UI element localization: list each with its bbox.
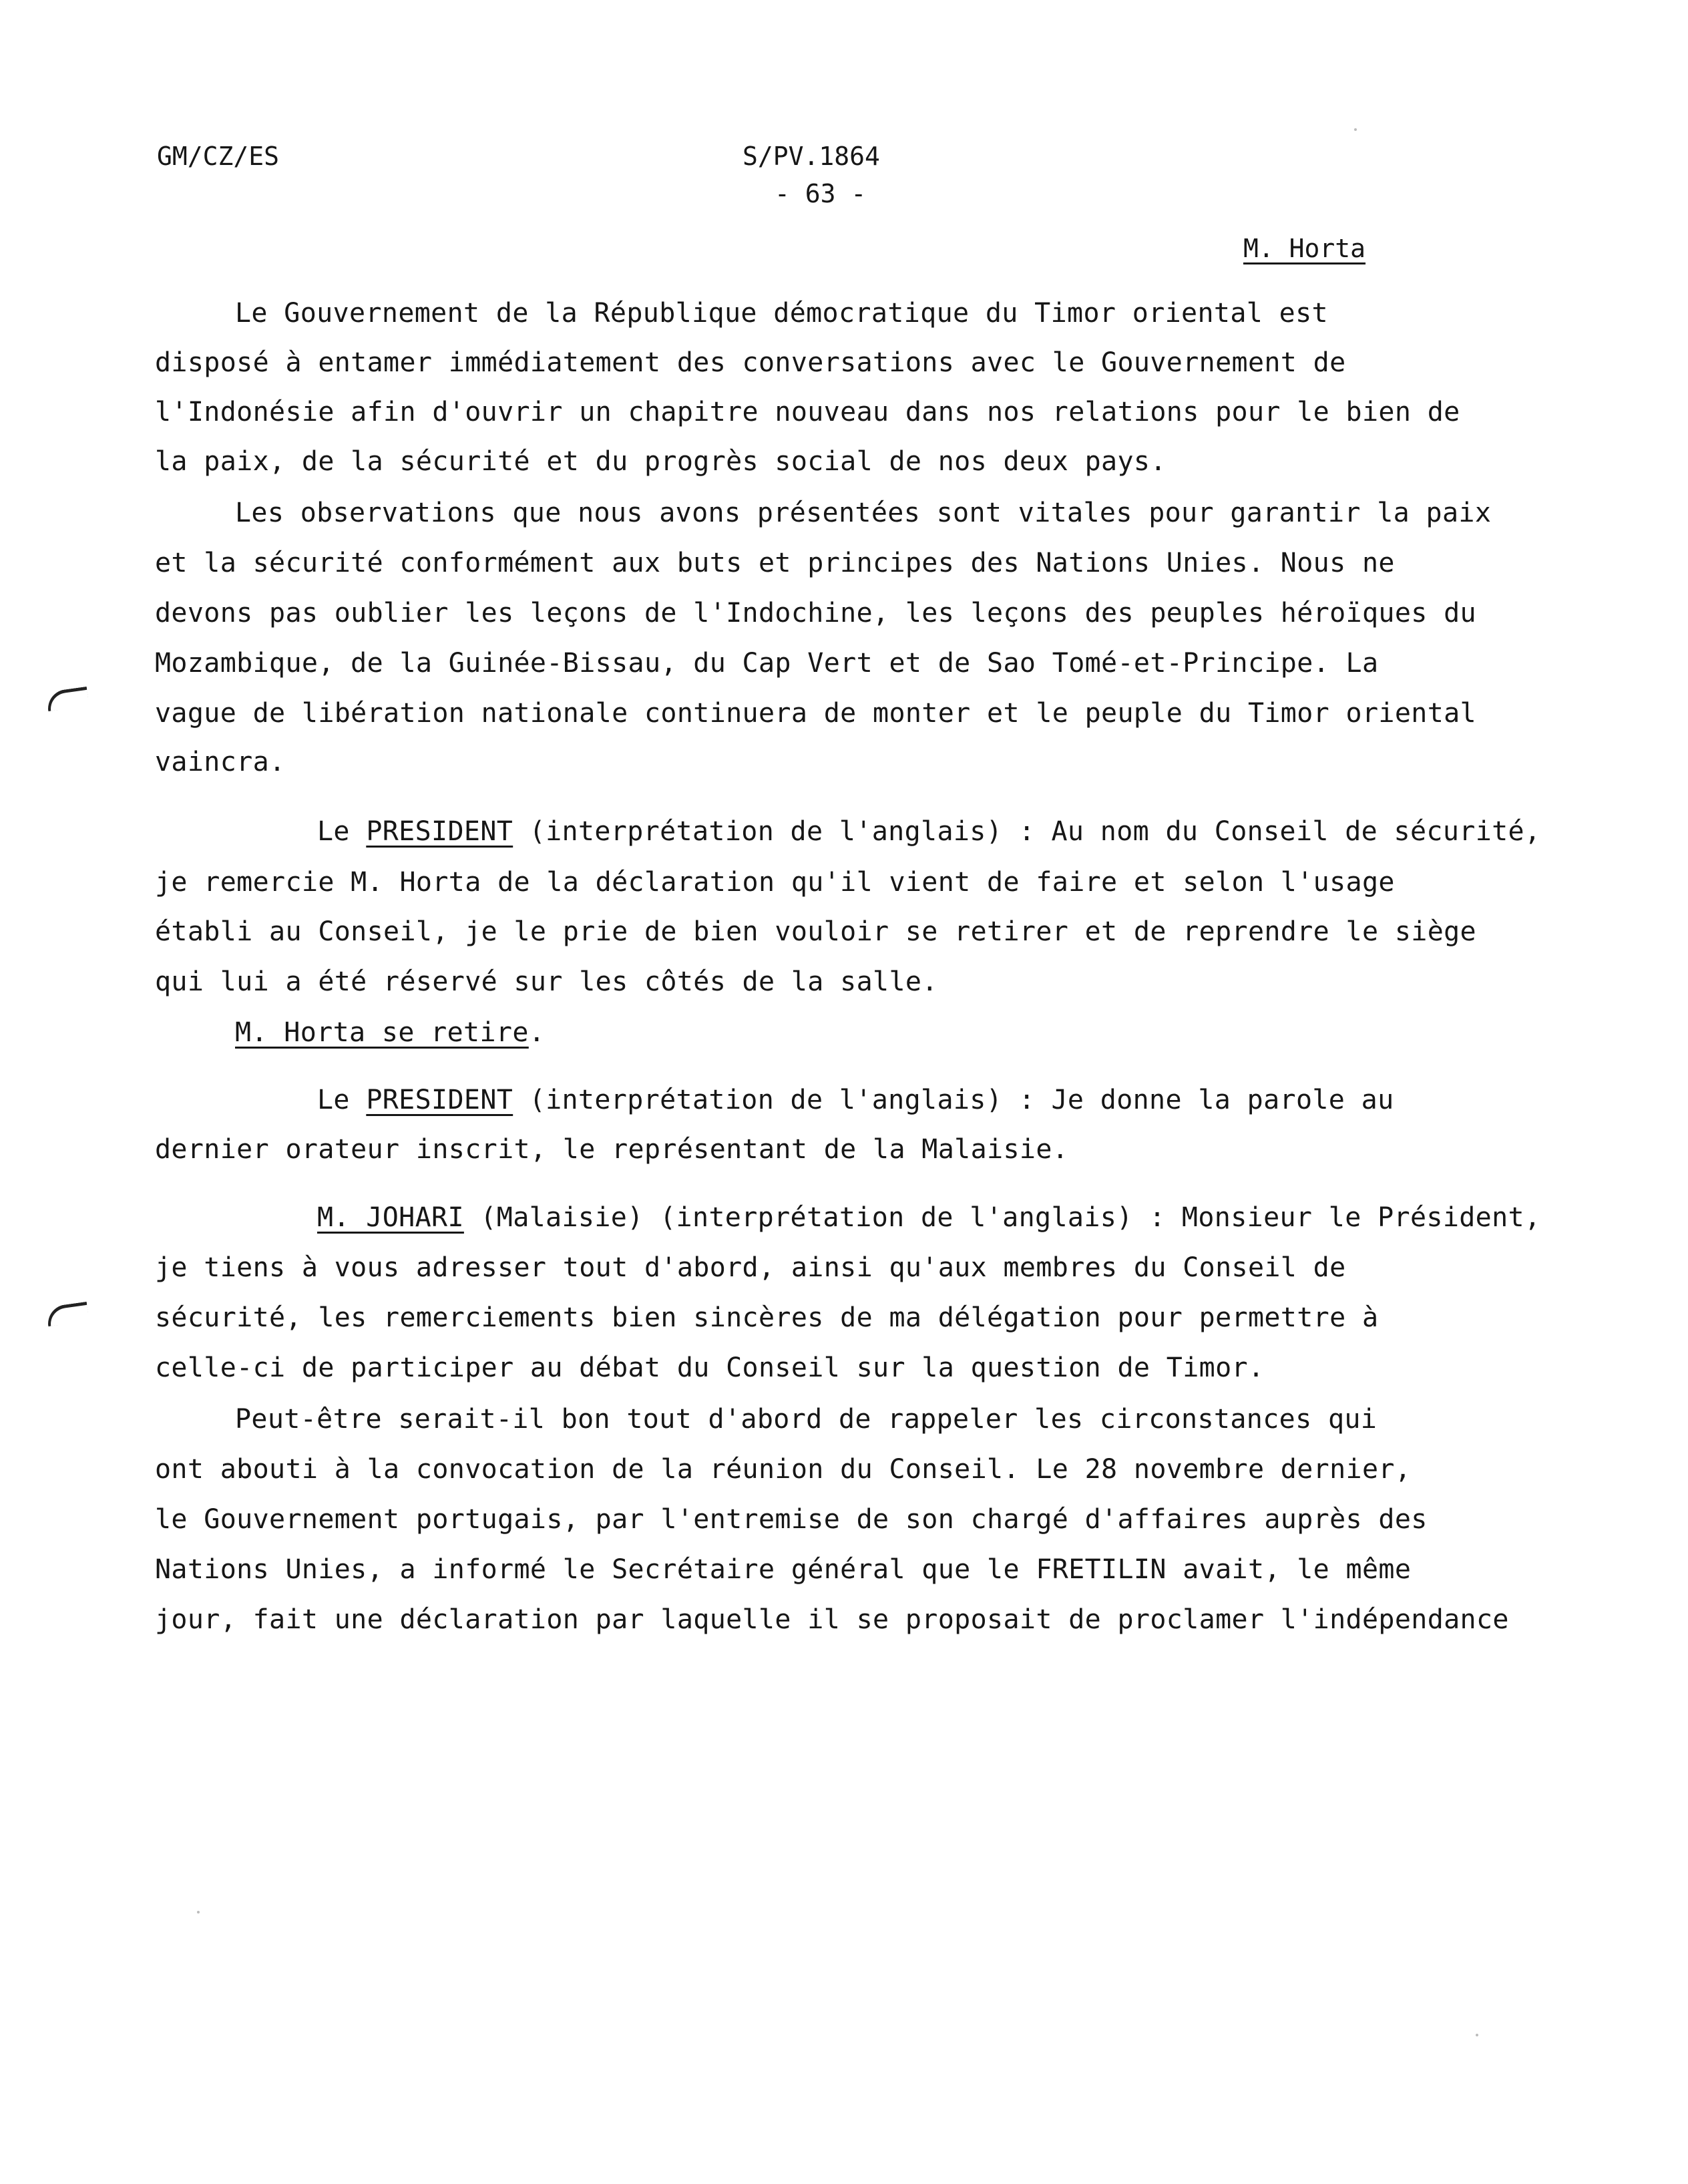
speaker-prefix: Le xyxy=(317,1085,350,1115)
speaker-johari: M. JOHARI xyxy=(317,1202,464,1233)
text-line xyxy=(317,1085,1394,1115)
stage-direction: M. Horta se retire. xyxy=(235,1017,546,1048)
text-line: l'Indonésie afin d'ouvrir un chapitre nouveau dans nos relations pour le bien de xyxy=(155,397,1460,427)
text-line: disposé à entamer immédiatement des conversations avec le Gouvernement de xyxy=(155,347,1346,378)
text-line: je remercie M. Horta de la déclaration qu'il vient de faire et selon l'usage xyxy=(155,867,1395,898)
text-line: dernier orateur inscrit, le représentant de la Malaisie. xyxy=(155,1134,1069,1165)
text-line: Peut-être serait-il bon tout d'abord de rappeler les circonstances qui xyxy=(235,1404,1378,1435)
text-line: sécurité, les remerciements bien sincères de ma délégation pour permettre à xyxy=(155,1302,1379,1333)
text-line: la paix, de la sécurité et du progrès social de nos deux pays. xyxy=(155,446,1167,477)
page-number: - 63 - xyxy=(775,179,867,208)
speaker-prefix: Le xyxy=(317,816,350,847)
speaker-president: PRESIDENT xyxy=(366,1085,513,1115)
speaker-line-rest: (Malaisie) (interprétation de l'anglais) : Monsieur le Président, xyxy=(480,1202,1541,1233)
text-line: le Gouvernement portugais, par l'entremise de son chargé d'affaires auprès des xyxy=(155,1504,1428,1535)
margin-mark xyxy=(45,1302,89,1326)
text-line: et la sécurité conformément aux buts et principes des Nations Unies. Nous ne xyxy=(155,548,1395,578)
text-line: jour, fait une déclaration par laquelle il se proposait de proclamer l'indépendance xyxy=(155,1604,1509,1635)
text-line: Mozambique, de la Guinée-Bissau, du Cap Vert et de Sao Tomé-et-Principe. La xyxy=(155,648,1379,679)
scan-speck xyxy=(1476,2034,1478,2036)
running-speaker-name: M. Horta xyxy=(1243,234,1366,263)
text-line: ont abouti à la convocation de la réunion du Conseil. Le 28 novembre dernier, xyxy=(155,1454,1412,1485)
speaker-line-rest: (interprétation de l'anglais) : Je donne la parole au xyxy=(529,1085,1394,1115)
text-line: je tiens à vous adresser tout d'abord, ainsi qu'aux membres du Conseil de xyxy=(155,1252,1346,1283)
scan-speck xyxy=(1354,128,1357,131)
text-line: vaincra. xyxy=(155,747,286,777)
speaker-line-rest: (interprétation de l'anglais) : Au nom du Conseil de sécurité, xyxy=(529,816,1541,847)
document-code: GM/CZ/ES xyxy=(157,142,280,171)
document-symbol: S/PV.1864 xyxy=(743,142,880,171)
text-line: Les observations que nous avons présentées sont vitales pour garantir la paix xyxy=(235,498,1492,528)
margin-mark xyxy=(45,687,89,711)
text-line: qui lui a été réservé sur les côtés de la salle. xyxy=(155,966,938,997)
speaker-president: PRESIDENT xyxy=(366,816,513,847)
text-line: Le Gouvernement de la République démocratique du Timor oriental est xyxy=(235,298,1328,329)
text-line: établi au Conseil, je le prie de bien vouloir se retirer et de reprendre le siège xyxy=(155,916,1476,947)
text-line xyxy=(317,816,1540,847)
text-line: devons pas oublier les leçons de l'Indochine, les leçons des peuples héroïques du xyxy=(155,598,1476,628)
scan-speck xyxy=(197,1911,200,1914)
text-line: Nations Unies, a informé le Secrétaire général que le FRETILIN avait, le même xyxy=(155,1554,1412,1585)
text-line: celle-ci de participer au débat du Conseil sur la question de Timor. xyxy=(155,1352,1265,1383)
text-line: vague de libération nationale continuera de monter et le peuple du Timor oriental xyxy=(155,698,1476,729)
text-line xyxy=(317,1202,1540,1233)
